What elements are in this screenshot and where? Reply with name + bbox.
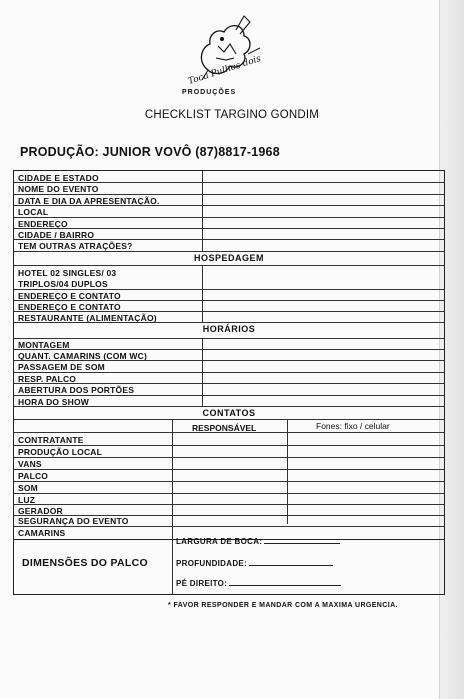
- field-largura-boca[interactable]: [176, 537, 340, 546]
- checklist-table: [13, 170, 445, 540]
- row-restaurante: RESTAURANTE (ALIMENTAÇÃO): [18, 313, 157, 323]
- section-horarios: HORÁRIOS: [202, 324, 256, 334]
- row-seguranca: SEGURANÇA DO EVENTO: [18, 516, 129, 526]
- row-nome-evento: NOME DO EVENTO: [18, 184, 99, 194]
- field-label: PÉ DIREITO:: [176, 579, 228, 588]
- column-divider: [202, 265, 203, 322]
- document-title: CHECKLIST TARGINO GONDIM: [144, 109, 320, 121]
- field-profundidade[interactable]: [176, 559, 333, 568]
- field-label: LARGURA DE BOCA:: [176, 537, 263, 546]
- col-responsavel: RESPONSÁVEL: [192, 423, 257, 433]
- section-hospedagem: HOSPEDAGEM: [193, 253, 264, 263]
- section-contatos: CONTATOS: [202, 408, 256, 418]
- row-passagem-som: PASSAGEM DE SOM: [18, 362, 105, 372]
- row-montagem: MONTAGEM: [18, 340, 70, 350]
- row-luz: LUZ: [18, 495, 36, 505]
- row-endereco-contato-2: ENDEREÇO E CONTATO: [18, 302, 121, 312]
- dimensoes-title: DIMENSÕES DO PALCO: [22, 557, 148, 569]
- column-divider: [172, 419, 173, 539]
- production-line: PRODUÇÃO: JUNIOR VOVÔ (87)8817-1968: [20, 145, 280, 159]
- row-contratante: CONTRATANTE: [18, 435, 84, 445]
- row-data-apresentacao: DATA E DIA DA APRESENTAÇÃO.: [18, 196, 160, 206]
- row-camarins-wc: QUANT. CAMARINS (COM WC): [18, 351, 147, 361]
- field-label: PROFUNDIDADE:: [176, 559, 248, 568]
- row-som: SOM: [18, 483, 38, 493]
- footnote: * FAVOR RESPONDER E MANDAR COM A MAXIMA URGENCIA.: [168, 602, 398, 609]
- row-vans: VANS: [18, 459, 42, 469]
- row-cidade-estado: CIDADE E ESTADO: [18, 173, 99, 183]
- row-palco: PALCO: [18, 471, 49, 481]
- logo-drawing: [178, 8, 278, 100]
- row-endereco-contato-1: ENDEREÇO E CONTATO: [18, 291, 121, 301]
- row-abertura-portoes: ABERTURA DOS PORTÕES: [18, 385, 135, 395]
- logo-wordmark: Toca Pulhos dois: [186, 53, 263, 87]
- row-endereco: ENDEREÇO: [18, 219, 68, 229]
- row-camarins: CAMARINS: [18, 528, 66, 538]
- column-divider: [287, 419, 288, 524]
- col-fones: Fones: fixo / celular: [316, 421, 390, 431]
- field-pe-direito[interactable]: [176, 579, 341, 588]
- row-hotel: HOTEL 02 SINGLES/ 03: [18, 268, 117, 278]
- row-outras-atracoes: TEM OUTRAS ATRAÇÕES?: [18, 241, 133, 251]
- logo-subtitle: PRODUÇÕES: [182, 89, 237, 96]
- row-cidade-bairro: CIDADE / BAIRRO: [18, 230, 95, 240]
- row-hora-show: HORA DO SHOW: [18, 397, 90, 407]
- row-gerador: GERADOR: [18, 506, 63, 516]
- row-resp-palco: RESP. PALCO: [18, 374, 77, 384]
- row-producao-local: PRODUÇÃO LOCAL: [18, 447, 103, 457]
- row-local: LOCAL: [18, 207, 49, 217]
- row-triplos: TRIPLOS/04 DUPLOS: [18, 279, 108, 289]
